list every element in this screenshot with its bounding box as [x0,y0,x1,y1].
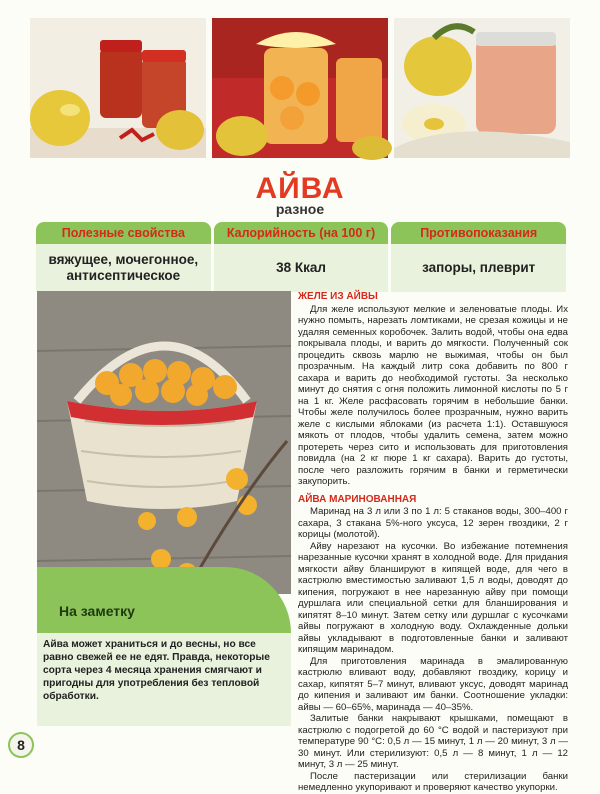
photo-strip [30,18,570,158]
properties-table [36,222,566,292]
property-value: вяжущее, мочегонное, антисептическое [36,244,211,292]
property-value: запоры, плеврит [391,244,566,292]
page-number: 8 [8,732,34,758]
property-label: Полезные свойства [36,222,211,244]
property-benefits [36,222,211,292]
note-header [37,567,291,633]
photo-quince-jars [30,18,206,158]
note-title: На заметку [59,603,135,619]
page-title: АЙВА [255,172,345,205]
page-subtitle: разное [275,201,325,217]
paragraph: Маринад на 3 л или 3 по 1 л: 5 стаканов воды, 300–400 г сахара, 3 стакана 5%-ного уксуса, 12 зерен гвоздики, 2 г корицы (молотой). [298,506,568,540]
section-title-pickled: АЙВА МАРИНОВАННАЯ [298,493,417,505]
paragraph: Залитые банки накрывают крышками, помещают в кастрюлю с подогретой до 60 °С водой и пастеризуют при температуре 90 °С: 0,5 л — 15 минут, 1 л — 20 минут, 3 л — 30 минут. Или стерилизуют: 0,5 л — 8 минут, 1 л — 12 минут, 3 л — 25 минут. [298,713,568,770]
note-text: Айва может храниться и до весны, но все равно свежей ее не едят. Правда, некоторые сорта через 4 месяца хранения смягчают и пригодны для употребления без тепловой обработки. [37,633,291,726]
photo-quince-jam [394,18,570,158]
section-title-jelly: ЖЕЛЕ ИЗ АЙВЫ [298,291,378,302]
photo-quince-compote [212,18,388,158]
property-label: Калорийность (на 100 г) [214,222,389,244]
property-calories [214,222,389,292]
property-contraindications [391,222,566,292]
paragraph: Айву нарезают на кусочки. Во избежание потемнения нарезанные кусочки хранят в холодной воде. Для придания мягкости айву бланшируют в кипящей воде, для чего в кастрюлю вместимостью заливают 1,5 л воды, доводят до кипения, погружают в нее нарезанную айву при помощи дуршлага или специальной сетки для бланширования и кипятят 8–10 минут. Затем сетку или дуршлаг с кусочками айвы погружают в холодную воду. Охлажденные дольки айвы укладывают в подготовленные банки и заливают кипящим маринадом. [298,540,568,655]
article-column [298,291,568,794]
property-label: Противопоказания [391,222,566,244]
paragraph: После пастеризации или стерилизации банки немедленно укупоривают и проверяют качество укупорки. [298,770,568,793]
basket-photo [37,291,291,594]
paragraph: Для приготовления маринада в эмалированную кастрюлю вливают воду, добавляют гвоздику, корицу и сахар, кипятят 5–7 минут, вливают уксус, доводят маринад до кипения и заливают им банки. Соотношение укладки: айвы — 60–65%, маринада — 40–35%. [298,655,568,713]
property-value: 38 Ккал [214,244,389,292]
paragraph: Для желе используют мелкие и зеленоватые плоды. Их нужно помыть, нарезать ломтиками, не срезая кожицы и не удаляя семенных коробочек. Залить водой, чтобы она едва покрывала плоды, и варить до мягкости. Полученный сок процедить сквозь марлю не выжимая, чтобы он был прозрачным. На каждый литр сока добавить по 800 г сахара и варить до необходимой густоты. За несколько минут до снятия с огня положить лимонной кислоты по 5 г на 1 кг. Желе расфасовать горячим в небольшие банки. Чтобы желе получилось более прозрачным, нужно варить желе с кислыми яблоками (из расчета 1:1). Оставшуюся мякоть от плодов, чтобы удалить семена, затем можно протереть через сито и использовать для приготовления повидла (на 2 кг пюре 1 кг сахара). Варить до густоты, после чего разложить горячим в банки и герметически закупорить. [298,303,568,487]
